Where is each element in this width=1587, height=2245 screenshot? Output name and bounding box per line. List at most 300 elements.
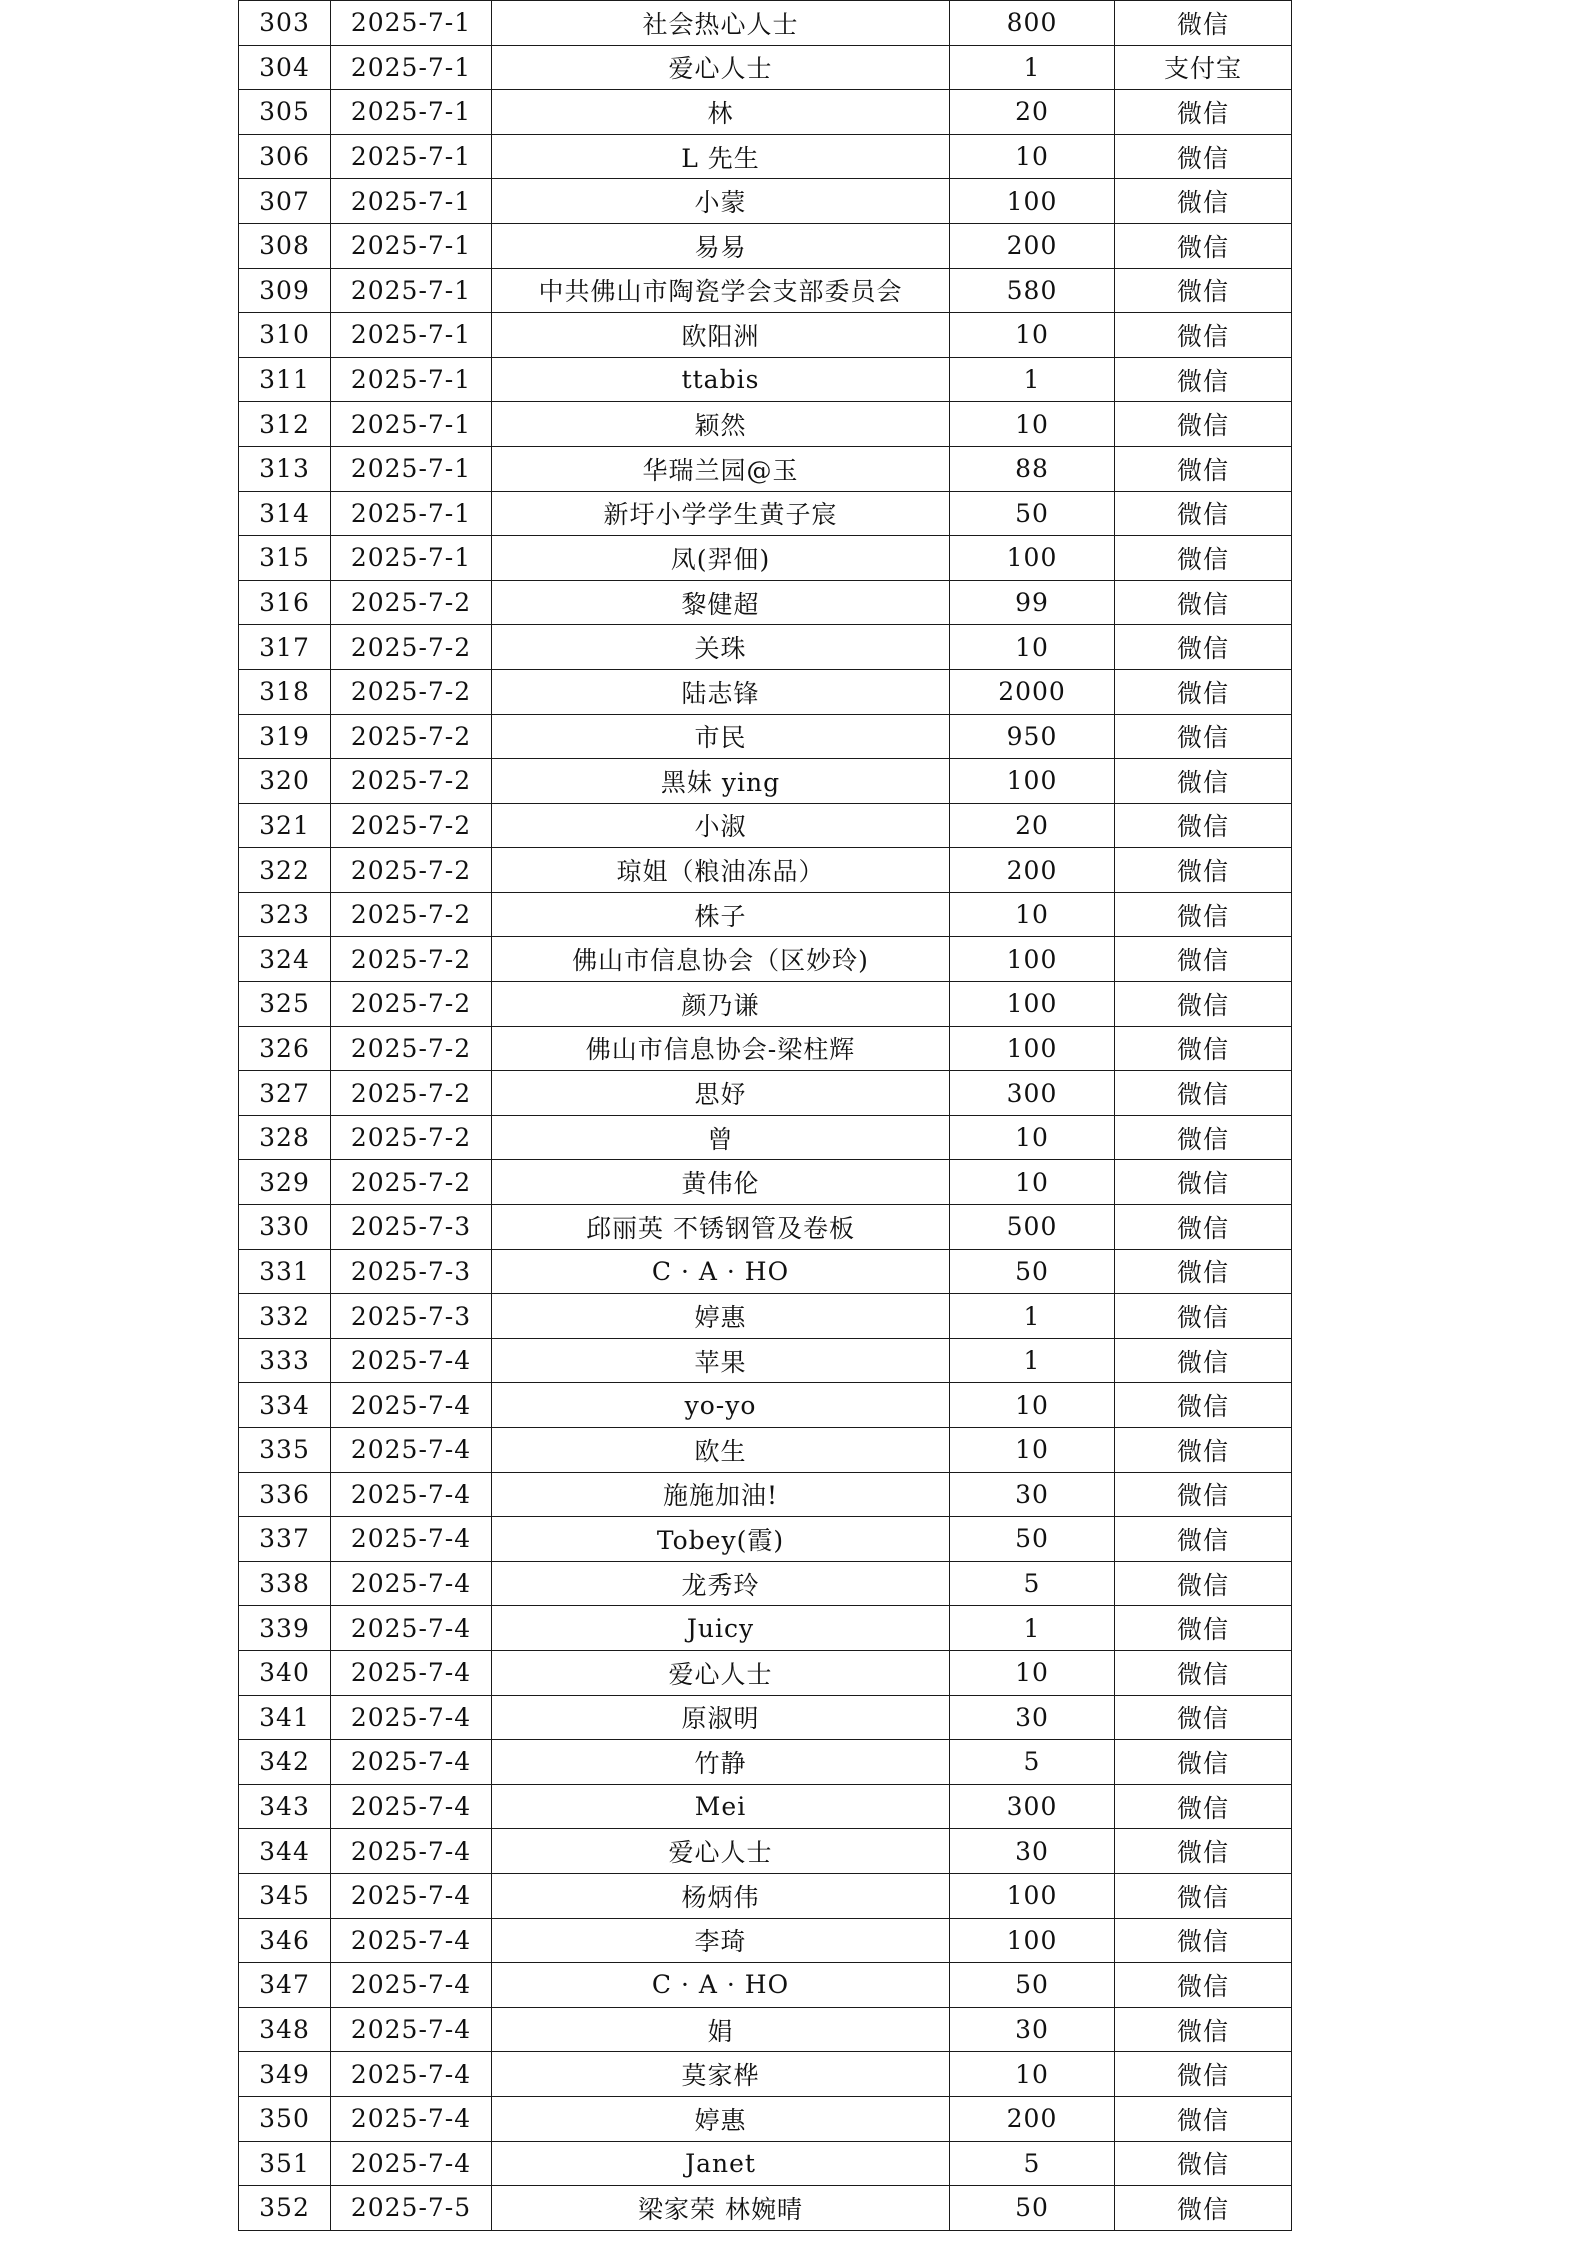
date-cell: 2025-7-1 xyxy=(331,536,492,581)
date-cell: 2025-7-4 xyxy=(331,1561,492,1606)
donor-name-cell: 欧生 xyxy=(492,1428,950,1473)
serial-number-cell: 303 xyxy=(239,1,331,46)
donor-name-cell: 颖然 xyxy=(492,402,950,447)
donor-name-cell: 中共佛山市陶瓷学会支部委员会 xyxy=(492,268,950,313)
amount-cell: 10 xyxy=(950,1115,1115,1160)
date-cell: 2025-7-1 xyxy=(331,491,492,536)
serial-number-cell: 310 xyxy=(239,313,331,358)
payment-method-cell: 微信 xyxy=(1115,1829,1292,1874)
serial-number-cell: 340 xyxy=(239,1650,331,1695)
table-row xyxy=(239,313,1292,358)
date-cell: 2025-7-4 xyxy=(331,2052,492,2097)
table-row xyxy=(239,1695,1292,1740)
payment-method-cell: 微信 xyxy=(1115,1383,1292,1428)
payment-method-cell: 微信 xyxy=(1115,402,1292,447)
donor-name-cell: 原淑明 xyxy=(492,1695,950,1740)
table-row xyxy=(239,1249,1292,1294)
amount-cell: 300 xyxy=(950,1784,1115,1829)
date-cell: 2025-7-2 xyxy=(331,937,492,982)
serial-number-cell: 311 xyxy=(239,357,331,402)
amount-cell: 20 xyxy=(950,803,1115,848)
table-row xyxy=(239,580,1292,625)
donor-name-cell: 佛山市信息协会-梁柱辉 xyxy=(492,1026,950,1071)
serial-number-cell: 324 xyxy=(239,937,331,982)
date-cell: 2025-7-2 xyxy=(331,625,492,670)
payment-method-cell: 微信 xyxy=(1115,1517,1292,1562)
amount-cell: 30 xyxy=(950,1829,1115,1874)
date-cell: 2025-7-2 xyxy=(331,1071,492,1116)
donor-name-cell: 小蒙 xyxy=(492,179,950,224)
amount-cell: 100 xyxy=(950,1918,1115,1963)
payment-method-cell: 微信 xyxy=(1115,134,1292,179)
payment-method-cell: 微信 xyxy=(1115,625,1292,670)
table-row xyxy=(239,179,1292,224)
date-cell: 2025-7-4 xyxy=(331,1428,492,1473)
payment-method-cell: 微信 xyxy=(1115,446,1292,491)
donor-name-cell: 新圩小学学生黄子宸 xyxy=(492,491,950,536)
table-row xyxy=(239,268,1292,313)
donor-name-cell: 婷惠 xyxy=(492,2096,950,2141)
payment-method-cell: 微信 xyxy=(1115,803,1292,848)
donor-name-cell: 易易 xyxy=(492,223,950,268)
serial-number-cell: 328 xyxy=(239,1115,331,1160)
amount-cell: 1 xyxy=(950,45,1115,90)
serial-number-cell: 313 xyxy=(239,446,331,491)
payment-method-cell: 微信 xyxy=(1115,1115,1292,1160)
payment-method-cell: 微信 xyxy=(1115,1561,1292,1606)
payment-method-cell: 微信 xyxy=(1115,1784,1292,1829)
amount-cell: 100 xyxy=(950,536,1115,581)
donor-name-cell: 欧阳洲 xyxy=(492,313,950,358)
amount-cell: 88 xyxy=(950,446,1115,491)
donor-name-cell: 苹果 xyxy=(492,1338,950,1383)
payment-method-cell: 微信 xyxy=(1115,1472,1292,1517)
date-cell: 2025-7-4 xyxy=(331,1963,492,2008)
table-row xyxy=(239,892,1292,937)
payment-method-cell: 微信 xyxy=(1115,1428,1292,1473)
table-row xyxy=(239,2052,1292,2097)
payment-method-cell: 微信 xyxy=(1115,2007,1292,2052)
serial-number-cell: 304 xyxy=(239,45,331,90)
serial-number-cell: 322 xyxy=(239,848,331,893)
payment-method-cell: 微信 xyxy=(1115,982,1292,1027)
amount-cell: 50 xyxy=(950,2186,1115,2231)
table-row xyxy=(239,1784,1292,1829)
donor-name-cell: yo-yo xyxy=(492,1383,950,1428)
date-cell: 2025-7-2 xyxy=(331,982,492,1027)
payment-method-cell: 微信 xyxy=(1115,1606,1292,1651)
payment-method-cell: 微信 xyxy=(1115,491,1292,536)
table-row xyxy=(239,1873,1292,1918)
date-cell: 2025-7-1 xyxy=(331,223,492,268)
serial-number-cell: 307 xyxy=(239,179,331,224)
donor-name-cell: 黄伟伦 xyxy=(492,1160,950,1205)
payment-method-cell: 微信 xyxy=(1115,2186,1292,2231)
payment-method-cell: 微信 xyxy=(1115,357,1292,402)
amount-cell: 50 xyxy=(950,1517,1115,1562)
payment-method-cell: 微信 xyxy=(1115,2052,1292,2097)
table-row xyxy=(239,1115,1292,1160)
payment-method-cell: 微信 xyxy=(1115,90,1292,135)
serial-number-cell: 337 xyxy=(239,1517,331,1562)
date-cell: 2025-7-2 xyxy=(331,759,492,804)
payment-method-cell: 微信 xyxy=(1115,1205,1292,1250)
donor-name-cell: 凤(羿佃) xyxy=(492,536,950,581)
donor-name-cell: 李琦 xyxy=(492,1918,950,1963)
payment-method-cell: 微信 xyxy=(1115,1,1292,46)
payment-method-cell: 微信 xyxy=(1115,1160,1292,1205)
serial-number-cell: 321 xyxy=(239,803,331,848)
payment-method-cell: 微信 xyxy=(1115,536,1292,581)
table-row xyxy=(239,2096,1292,2141)
table-row xyxy=(239,803,1292,848)
date-cell: 2025-7-4 xyxy=(331,1918,492,1963)
amount-cell: 100 xyxy=(950,937,1115,982)
serial-number-cell: 315 xyxy=(239,536,331,581)
table-row xyxy=(239,2141,1292,2186)
donor-name-cell: 黑妹 ying xyxy=(492,759,950,804)
payment-method-cell: 微信 xyxy=(1115,1740,1292,1785)
table-row xyxy=(239,223,1292,268)
payment-method-cell: 微信 xyxy=(1115,1918,1292,1963)
donor-name-cell: 娟 xyxy=(492,2007,950,2052)
serial-number-cell: 336 xyxy=(239,1472,331,1517)
amount-cell: 10 xyxy=(950,892,1115,937)
table-row xyxy=(239,134,1292,179)
amount-cell: 1 xyxy=(950,1606,1115,1651)
amount-cell: 5 xyxy=(950,1740,1115,1785)
serial-number-cell: 309 xyxy=(239,268,331,313)
donor-name-cell: 莫家桦 xyxy=(492,2052,950,2097)
date-cell: 2025-7-4 xyxy=(331,1829,492,1874)
payment-method-cell: 微信 xyxy=(1115,268,1292,313)
table-row xyxy=(239,982,1292,1027)
date-cell: 2025-7-1 xyxy=(331,446,492,491)
date-cell: 2025-7-3 xyxy=(331,1294,492,1339)
payment-method-cell: 微信 xyxy=(1115,1026,1292,1071)
table-row xyxy=(239,1160,1292,1205)
table-row xyxy=(239,1829,1292,1874)
serial-number-cell: 338 xyxy=(239,1561,331,1606)
serial-number-cell: 319 xyxy=(239,714,331,759)
date-cell: 2025-7-1 xyxy=(331,1,492,46)
payment-method-cell: 微信 xyxy=(1115,1963,1292,2008)
serial-number-cell: 350 xyxy=(239,2096,331,2141)
amount-cell: 100 xyxy=(950,759,1115,804)
payment-method-cell: 微信 xyxy=(1115,313,1292,358)
serial-number-cell: 335 xyxy=(239,1428,331,1473)
table-row xyxy=(239,714,1292,759)
table-row xyxy=(239,90,1292,135)
serial-number-cell: 351 xyxy=(239,2141,331,2186)
table-row xyxy=(239,1561,1292,1606)
serial-number-cell: 312 xyxy=(239,402,331,447)
payment-method-cell: 微信 xyxy=(1115,580,1292,625)
serial-number-cell: 329 xyxy=(239,1160,331,1205)
date-cell: 2025-7-2 xyxy=(331,1115,492,1160)
payment-method-cell: 微信 xyxy=(1115,223,1292,268)
payment-method-cell: 微信 xyxy=(1115,759,1292,804)
payment-method-cell: 微信 xyxy=(1115,1294,1292,1339)
donor-name-cell: L 先生 xyxy=(492,134,950,179)
table-row xyxy=(239,759,1292,804)
date-cell: 2025-7-4 xyxy=(331,1784,492,1829)
donor-name-cell: 社会热心人士 xyxy=(492,1,950,46)
payment-method-cell: 微信 xyxy=(1115,1249,1292,1294)
amount-cell: 10 xyxy=(950,402,1115,447)
serial-number-cell: 314 xyxy=(239,491,331,536)
donor-name-cell: 爱心人士 xyxy=(492,1829,950,1874)
amount-cell: 20 xyxy=(950,90,1115,135)
donor-name-cell: 施施加油! xyxy=(492,1472,950,1517)
date-cell: 2025-7-2 xyxy=(331,803,492,848)
donor-name-cell: 市民 xyxy=(492,714,950,759)
amount-cell: 10 xyxy=(950,313,1115,358)
date-cell: 2025-7-1 xyxy=(331,45,492,90)
amount-cell: 5 xyxy=(950,2141,1115,2186)
serial-number-cell: 331 xyxy=(239,1249,331,1294)
table-row xyxy=(239,1,1292,46)
payment-method-cell: 支付宝 xyxy=(1115,45,1292,90)
table-row xyxy=(239,1963,1292,2008)
donor-name-cell: 邱丽英 不锈钢管及卷板 xyxy=(492,1205,950,1250)
serial-number-cell: 341 xyxy=(239,1695,331,1740)
donor-name-cell: 爱心人士 xyxy=(492,1650,950,1695)
date-cell: 2025-7-2 xyxy=(331,892,492,937)
table-row xyxy=(239,1517,1292,1562)
serial-number-cell: 326 xyxy=(239,1026,331,1071)
table-row xyxy=(239,937,1292,982)
table-row xyxy=(239,1740,1292,1785)
donor-name-cell: 龙秀玲 xyxy=(492,1561,950,1606)
payment-method-cell: 微信 xyxy=(1115,848,1292,893)
payment-method-cell: 微信 xyxy=(1115,669,1292,714)
table-row xyxy=(239,1472,1292,1517)
donor-name-cell: ttabis xyxy=(492,357,950,402)
table-row xyxy=(239,402,1292,447)
payment-method-cell: 微信 xyxy=(1115,1873,1292,1918)
donor-name-cell: 杨炳伟 xyxy=(492,1873,950,1918)
donor-name-cell: C · A · HO xyxy=(492,1249,950,1294)
amount-cell: 5 xyxy=(950,1561,1115,1606)
amount-cell: 200 xyxy=(950,2096,1115,2141)
date-cell: 2025-7-1 xyxy=(331,134,492,179)
table-row xyxy=(239,536,1292,581)
donor-name-cell: 思妤 xyxy=(492,1071,950,1116)
serial-number-cell: 348 xyxy=(239,2007,331,2052)
amount-cell: 50 xyxy=(950,491,1115,536)
serial-number-cell: 330 xyxy=(239,1205,331,1250)
amount-cell: 10 xyxy=(950,625,1115,670)
donor-name-cell: Mei xyxy=(492,1784,950,1829)
donor-name-cell: Janet xyxy=(492,2141,950,2186)
payment-method-cell: 微信 xyxy=(1115,937,1292,982)
amount-cell: 200 xyxy=(950,848,1115,893)
serial-number-cell: 344 xyxy=(239,1829,331,1874)
donor-name-cell: 颜乃谦 xyxy=(492,982,950,1027)
date-cell: 2025-7-4 xyxy=(331,2141,492,2186)
serial-number-cell: 320 xyxy=(239,759,331,804)
payment-method-cell: 微信 xyxy=(1115,2096,1292,2141)
amount-cell: 300 xyxy=(950,1071,1115,1116)
date-cell: 2025-7-1 xyxy=(331,357,492,402)
payment-method-cell: 微信 xyxy=(1115,1071,1292,1116)
table-row xyxy=(239,1383,1292,1428)
table-row xyxy=(239,1205,1292,1250)
payment-method-cell: 微信 xyxy=(1115,179,1292,224)
serial-number-cell: 342 xyxy=(239,1740,331,1785)
amount-cell: 100 xyxy=(950,1026,1115,1071)
donor-name-cell: 梁家荣 林婉晴 xyxy=(492,2186,950,2231)
table-row xyxy=(239,848,1292,893)
amount-cell: 800 xyxy=(950,1,1115,46)
date-cell: 2025-7-1 xyxy=(331,402,492,447)
table-row xyxy=(239,1294,1292,1339)
date-cell: 2025-7-1 xyxy=(331,90,492,135)
table-row xyxy=(239,1338,1292,1383)
amount-cell: 2000 xyxy=(950,669,1115,714)
donor-name-cell: Juicy xyxy=(492,1606,950,1651)
amount-cell: 50 xyxy=(950,1249,1115,1294)
date-cell: 2025-7-2 xyxy=(331,1160,492,1205)
serial-number-cell: 343 xyxy=(239,1784,331,1829)
donation-rows xyxy=(239,1,1292,2231)
amount-cell: 50 xyxy=(950,1963,1115,2008)
date-cell: 2025-7-4 xyxy=(331,1650,492,1695)
date-cell: 2025-7-2 xyxy=(331,714,492,759)
amount-cell: 10 xyxy=(950,2052,1115,2097)
amount-cell: 30 xyxy=(950,2007,1115,2052)
amount-cell: 100 xyxy=(950,179,1115,224)
table-row xyxy=(239,1606,1292,1651)
date-cell: 2025-7-4 xyxy=(331,1873,492,1918)
donor-name-cell: 小淑 xyxy=(492,803,950,848)
donor-name-cell: 竹静 xyxy=(492,1740,950,1785)
serial-number-cell: 345 xyxy=(239,1873,331,1918)
date-cell: 2025-7-3 xyxy=(331,1249,492,1294)
payment-method-cell: 微信 xyxy=(1115,1695,1292,1740)
table-row xyxy=(239,1428,1292,1473)
amount-cell: 1 xyxy=(950,1294,1115,1339)
donation-table xyxy=(238,0,1292,2231)
table-row xyxy=(239,669,1292,714)
donor-name-cell: 株子 xyxy=(492,892,950,937)
amount-cell: 30 xyxy=(950,1472,1115,1517)
amount-cell: 100 xyxy=(950,982,1115,1027)
serial-number-cell: 332 xyxy=(239,1294,331,1339)
table-row xyxy=(239,446,1292,491)
donor-name-cell: 琼姐（粮油冻品） xyxy=(492,848,950,893)
payment-method-cell: 微信 xyxy=(1115,714,1292,759)
donor-name-cell: Tobey(霞) xyxy=(492,1517,950,1562)
date-cell: 2025-7-2 xyxy=(331,848,492,893)
date-cell: 2025-7-4 xyxy=(331,1740,492,1785)
date-cell: 2025-7-2 xyxy=(331,669,492,714)
amount-cell: 10 xyxy=(950,134,1115,179)
amount-cell: 950 xyxy=(950,714,1115,759)
date-cell: 2025-7-5 xyxy=(331,2186,492,2231)
date-cell: 2025-7-1 xyxy=(331,313,492,358)
serial-number-cell: 334 xyxy=(239,1383,331,1428)
serial-number-cell: 323 xyxy=(239,892,331,937)
donor-name-cell: 华瑞兰园@玉 xyxy=(492,446,950,491)
donor-name-cell: 关珠 xyxy=(492,625,950,670)
table-row xyxy=(239,491,1292,536)
payment-method-cell: 微信 xyxy=(1115,1338,1292,1383)
donor-name-cell: 曾 xyxy=(492,1115,950,1160)
serial-number-cell: 352 xyxy=(239,2186,331,2231)
table-row xyxy=(239,1026,1292,1071)
date-cell: 2025-7-2 xyxy=(331,580,492,625)
donor-name-cell: 爱心人士 xyxy=(492,45,950,90)
amount-cell: 10 xyxy=(950,1160,1115,1205)
serial-number-cell: 306 xyxy=(239,134,331,179)
table-row xyxy=(239,1071,1292,1116)
amount-cell: 99 xyxy=(950,580,1115,625)
donor-name-cell: 陆志锋 xyxy=(492,669,950,714)
date-cell: 2025-7-4 xyxy=(331,1338,492,1383)
date-cell: 2025-7-3 xyxy=(331,1205,492,1250)
serial-number-cell: 349 xyxy=(239,2052,331,2097)
amount-cell: 100 xyxy=(950,1873,1115,1918)
date-cell: 2025-7-2 xyxy=(331,1026,492,1071)
serial-number-cell: 333 xyxy=(239,1338,331,1383)
table-row xyxy=(239,1650,1292,1695)
date-cell: 2025-7-4 xyxy=(331,1517,492,1562)
table-row xyxy=(239,1918,1292,1963)
serial-number-cell: 347 xyxy=(239,1963,331,2008)
amount-cell: 500 xyxy=(950,1205,1115,1250)
payment-method-cell: 微信 xyxy=(1115,2141,1292,2186)
amount-cell: 1 xyxy=(950,1338,1115,1383)
amount-cell: 30 xyxy=(950,1695,1115,1740)
date-cell: 2025-7-4 xyxy=(331,1383,492,1428)
date-cell: 2025-7-4 xyxy=(331,2096,492,2141)
date-cell: 2025-7-4 xyxy=(331,1606,492,1651)
serial-number-cell: 308 xyxy=(239,223,331,268)
serial-number-cell: 318 xyxy=(239,669,331,714)
date-cell: 2025-7-4 xyxy=(331,1695,492,1740)
amount-cell: 580 xyxy=(950,268,1115,313)
date-cell: 2025-7-4 xyxy=(331,2007,492,2052)
serial-number-cell: 327 xyxy=(239,1071,331,1116)
serial-number-cell: 325 xyxy=(239,982,331,1027)
payment-method-cell: 微信 xyxy=(1115,1650,1292,1695)
donor-name-cell: 林 xyxy=(492,90,950,135)
donor-name-cell: 婷惠 xyxy=(492,1294,950,1339)
amount-cell: 1 xyxy=(950,357,1115,402)
table-row xyxy=(239,357,1292,402)
date-cell: 2025-7-1 xyxy=(331,179,492,224)
amount-cell: 10 xyxy=(950,1383,1115,1428)
serial-number-cell: 346 xyxy=(239,1918,331,1963)
table-row xyxy=(239,625,1292,670)
amount-cell: 10 xyxy=(950,1650,1115,1695)
date-cell: 2025-7-4 xyxy=(331,1472,492,1517)
serial-number-cell: 316 xyxy=(239,580,331,625)
table-row xyxy=(239,2007,1292,2052)
payment-method-cell: 微信 xyxy=(1115,892,1292,937)
donor-name-cell: 黎健超 xyxy=(492,580,950,625)
date-cell: 2025-7-1 xyxy=(331,268,492,313)
serial-number-cell: 317 xyxy=(239,625,331,670)
table-row xyxy=(239,45,1292,90)
table-row xyxy=(239,2186,1292,2231)
amount-cell: 200 xyxy=(950,223,1115,268)
donor-name-cell: C · A · HO xyxy=(492,1963,950,2008)
serial-number-cell: 339 xyxy=(239,1606,331,1651)
donor-name-cell: 佛山市信息协会（区妙玲) xyxy=(492,937,950,982)
